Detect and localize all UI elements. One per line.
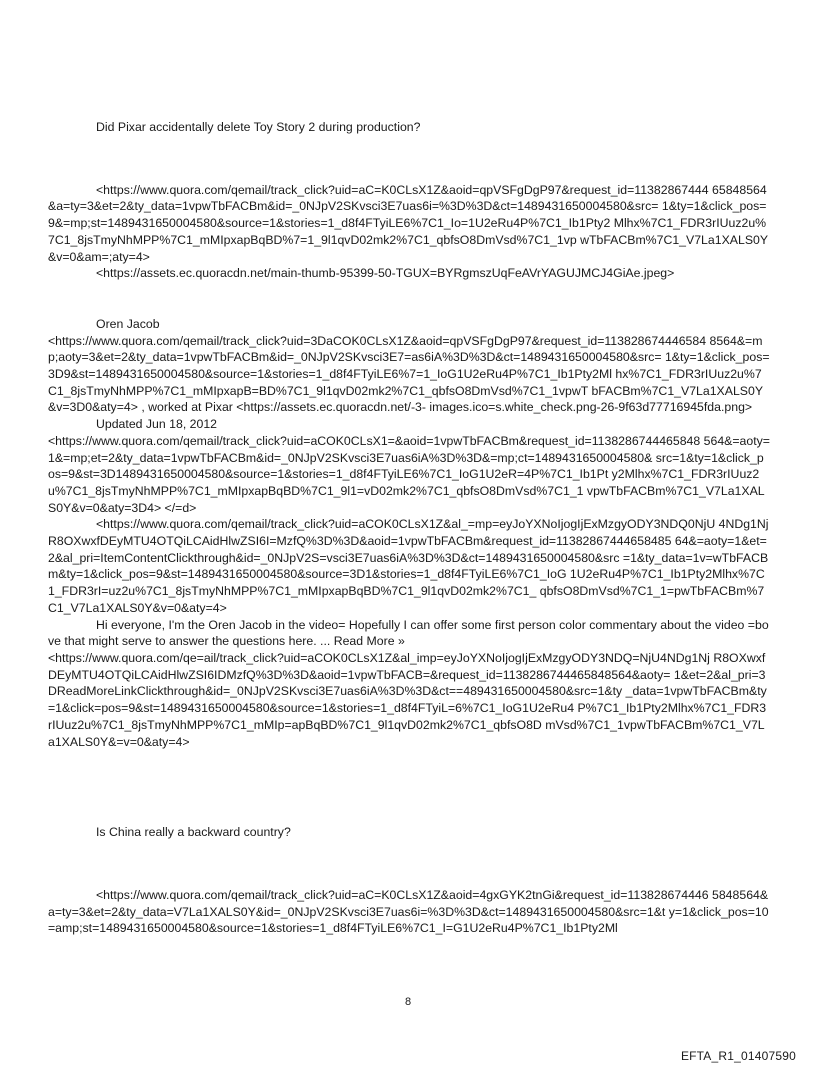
question-link[interactable]: <https://www.quora.com/qemail/track_click?uid=aC=K0CLsX1Z&aoid=4gxGYK2tnGi&request_id=113828674446 5848564&a=ty=3&et=2&ty_data=V7La1XALS0Y&id=_0NJpV2SKvsci3E7uas6i=%3D%3D&ct=1489431650004580&src=1&t y=1&click_pos=10=amp;st=1489431650004580&source=1&stories=1_d8f4FTyiLE6%7C1_I=G1U2eRu4P%7C1_Ib1Pty2Ml (48, 887, 769, 936)
question-title: Is China really a backward country? (96, 825, 291, 840)
page-number: 8 (404, 996, 412, 1008)
updated-date: Updated Jun 18, 2012 (96, 417, 218, 432)
author-link[interactable]: <https://www.quora.com/qemail/track_click?uid=3DaCOK0CLsX1Z&aoid=qpVSFgDgP97&request_id=113828674446584 8564&=mp;aoty=3&et=2&ty_data=1vpwTbFACBm&id=_0NJpV2SKvsci3E7=as6iA%3D%3D&ct=1489431650004580&src= 1&ty=1&click_pos=3D9&st=1489431650004580&source=1&stories=1_d8f4FTyiLE6%7=1_IoG1U2eRu4P%7C1_Ib1Pty2Ml hx%7C1_FDR3rIUuz2u%7C1_8jsTmyNhMPP%7C1_mMIpxapB=BD%7C1_9l1qvD02mk2%7C1_qbfsO8DmVsd%7C1_1vpwT bFACBm%7C1_V7La1XALS0Y&v=3D0&aty=4> , worked at Pixar <https://assets.ec.quoracdn.net/-3- images.ico=s.white_check.png-26-9f63d77716945fda.png> (48, 333, 770, 415)
question-title: Did Pixar accidentally delete Toy Story 2 during production? (96, 120, 421, 134)
updated-link[interactable]: <https://www.quora.com/qemail/track_click?uid=aCOK0CLsX1=&aoid=1vpwTbFACBm&request_id=1138286744465848 564&=aoty=1&=mp;et=2&ty_data=1vpwTbFACBm&id=_0NJpV2SKvsci3E7uas6iA%3D%3D&=mp;ct=1489431650004580& src=1&ty=1&click_pos=9&st=3D1489431650004580&source=1&stories=1_d8f4FTyiLE6%7C1_IoG1U2eR=4P%7C1_Ib1Pt y2Mlhx%7C1_FDR3rIUuz2u%7C1_8jsTmyNhMPP%7C1_mMIpxapBqBD%7C1_9l1=vD02mk2%7C1_qbfsO8DmVsd%7C1_1 vpwTbFACBm%7C1_V7La1XALS0Y&v=0&aty=3D4> </=d> (48, 433, 770, 515)
answer-snippet: Hi everyone, I'm the Oren Jacob in the video= Hopefully I can offer some first person color commentary about the video =bove that might serve to answer the questions here. ... Read More » (48, 617, 769, 649)
read-more-link[interactable]: <https://www.quora.com/qe=ail/track_click?uid=aCOK0CLsX1Z&al_imp=eyJoYXNoIjogIjExMzgyODY3NDQ=NjU4NDg1Nj R8OXwxfDEyMTU4OTQiLCAidHlwZSI6IDMzfQ%3D%3D&aoid=1vpwTbFACB=&request_id=1138286744465848564&aoty= 1&et=2&al_pri=3DReadMoreLinkClickthrough&id=_0NJpV2SKvsci3E7uas6iA%3D%3D&ct==489431650004580&src=1&ty _data=1vpwTbFACBm&ty=1&click=pos=9&st=1489431650004580&source=1&stories=1_d8f4FTyiL=6%7C1_IoG1U2eRu4 P%7C1_Ib1Pty2Mlhx%7C1_FDR3rIUuz2u%7C1_8jsTmyNhMPP%7C1_mMIp=apBqBD%7C1_9l1qvD02mk2%7C1_qbfsO8D mVsd%7C1_1vpwTbFACBm%7C1_V7La1XALS0Y&=v=0&aty=4> (48, 650, 767, 749)
document-body (48, 119, 770, 937)
thumbnail-link[interactable]: <https://assets.ec.quoracdn.net/main-thumb-95399-50-TGUX=BYRgmszUqFeAVrYAGUJMCJ4GiAe.jpeg> (96, 266, 675, 281)
impression-link[interactable]: <https://www.quora.com/qemail/track_click?uid=aCOK0CLsX1Z&al_=mp=eyJoYXNoIjogIjExMzgyODY3NDQ0NjU 4NDg1NjR8OXwxfDEyMTU4OTQiLCAidHlwZSI6I=MzfQ%3D%3D&aoid=1vpwTbFACBm&request_id=11382867444658485 64&=aoty=1&et=2&al_pri=ItemContentClickthrough&id=_0NJpV2S=vsci3E7uas6iA%3D%3D&ct=1489431650004580&src =1&ty_data=1v=wTbFACBm&ty=1&click_pos=9&st=1489431650004580&source=3D1&stories=1_d8f4FTyiLE6%7C1_IoG 1U2eRu4P%7C1_Ib1Pty2Mlhx%7C1_FDR3rI=uz2u%7C1_8jsTmyNhMPP%7C1_mMIpxapBqBD%7C1_9l1qvD02mk2%7C1_ qbfsO8DmVsd%7C1_1=pwTbFACBm%7C1_V7La1XALS0Y&v=0&aty=4> (48, 517, 769, 615)
bates-number: EFTA_R1_01407590 (680, 1049, 796, 1063)
author-name: Oren Jacob (96, 316, 160, 331)
question-link[interactable]: <https://www.quora.com/qemail/track_click?uid=aC=K0CLsX1Z&aoid=qpVSFgDgP97&request_id=11382867444 65848564&a=ty=3&et=2&ty_data=1vpwTbFACBm&id=_0NJpV2SKvsci3E7uas6i=%3D%3D&ct=1489431650004580&src= 1&ty=1&click_pos=9&=mp;st=1489431650004580&source=1&stories=1_d8f4FTyiLE6%7C1_Io=1U2eRu4P%7C1_Ib1Pty2 Mlhx%7C1_FDR3rIUuz2u%7C1_8jsTmyNhMPP%7C1_mMIpxapBqBD%7=1_9l1qvD02mk2%7C1_qbfsO8DmVsd%7C1_1vp wTbFACBm%7C1_V7La1XALS0Y&v=0&am=;aty=4> (48, 182, 769, 264)
